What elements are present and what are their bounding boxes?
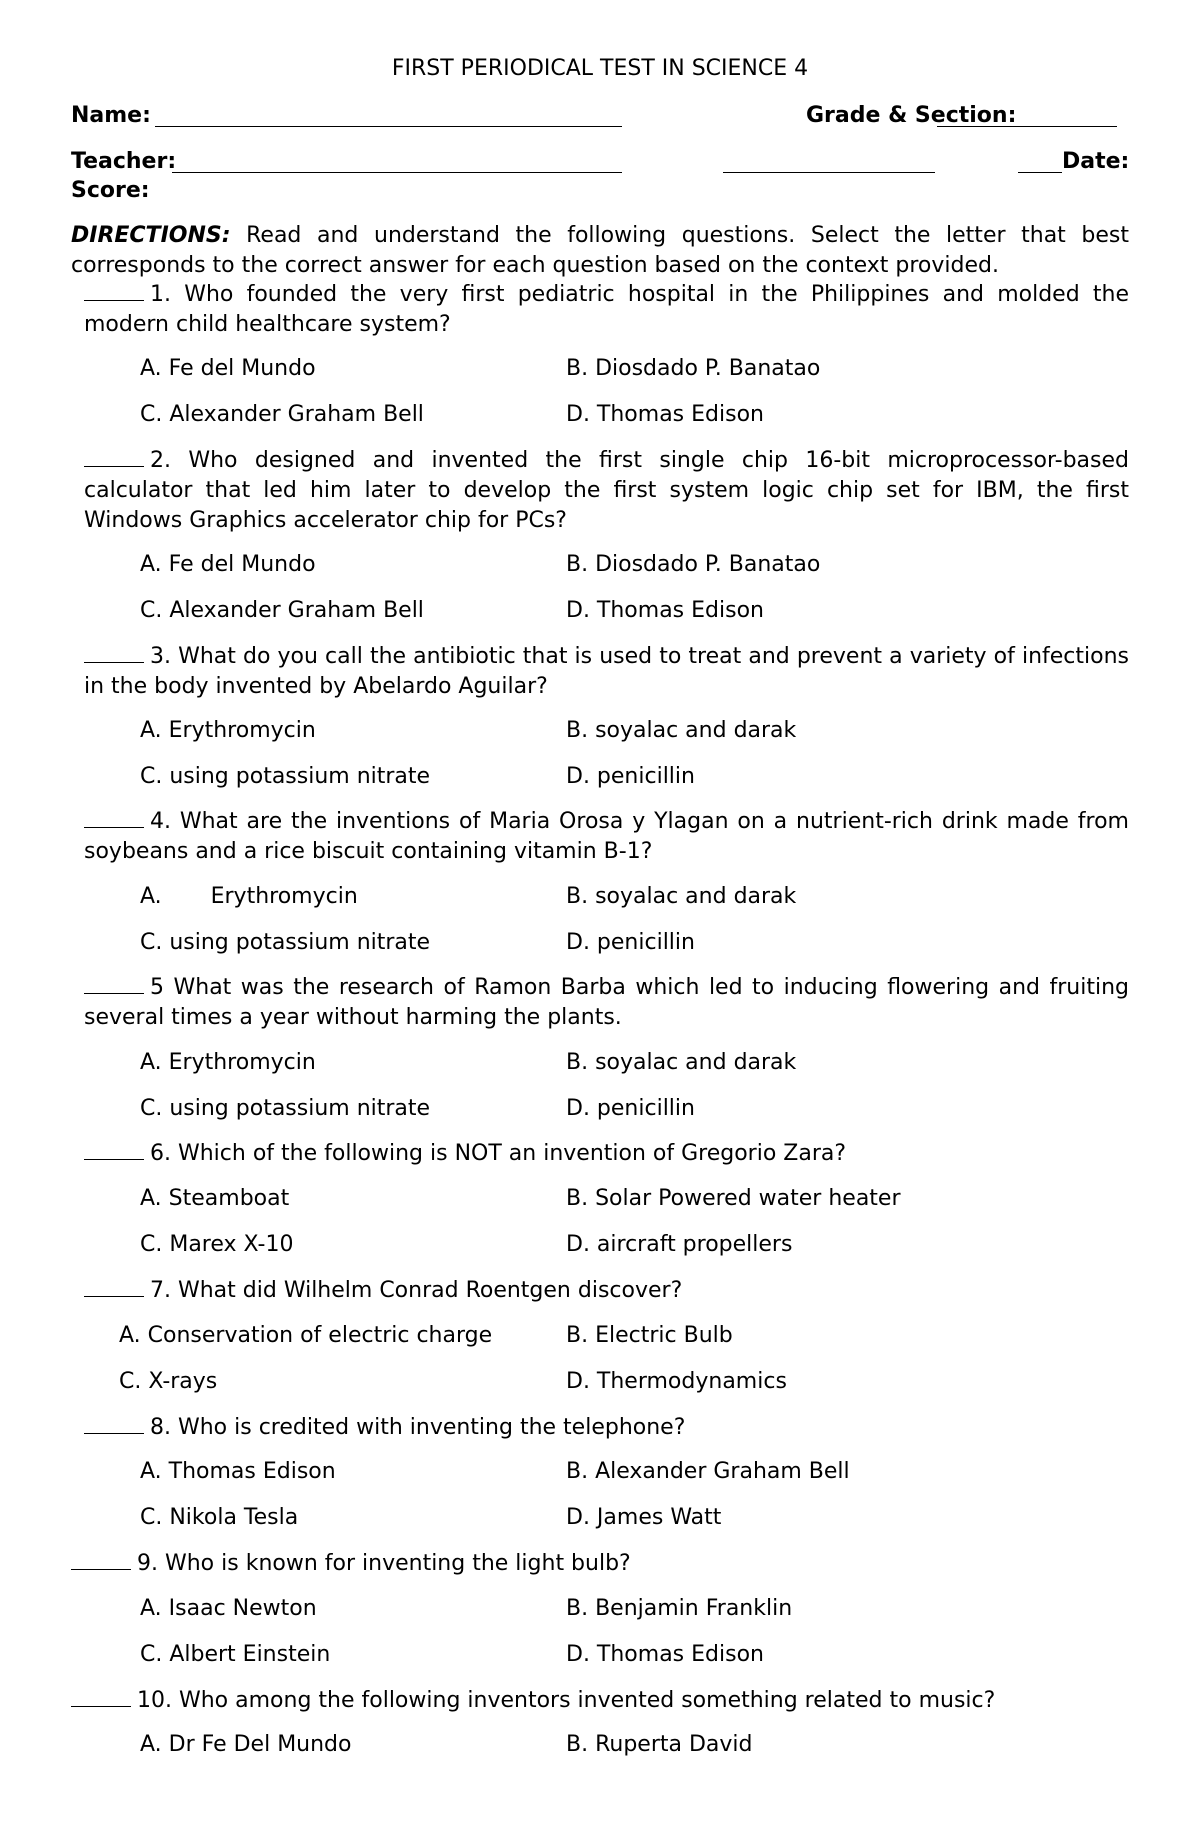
- date-label: Date:: [1062, 149, 1130, 174]
- question-6-text: 6. Which of the following is NOT an invention of Gregorio Zara?: [150, 1141, 847, 1166]
- answer-blank-3[interactable]: [84, 662, 144, 663]
- answer-blank-5[interactable]: [84, 993, 144, 994]
- q1-option-a: A. Fe del Mundo: [140, 356, 316, 381]
- q1-option-c: C. Alexander Graham Bell: [140, 402, 424, 427]
- question-4: [84, 807, 1129, 867]
- question-2-text: 2. Who designed and invented the first single chip 16-bit microprocessor-based calculator that led him later to develop the first system logic chip set for IBM, the first Windows Graphics accelerator chip for PCs?: [84, 448, 1129, 533]
- question-9-text: 9. Who is known for inventing the light bulb?: [137, 1551, 631, 1576]
- question-9: [71, 1549, 1129, 1579]
- page-title: FIRST PERIODICAL TEST IN SCIENCE 4: [391, 56, 809, 81]
- question-10: [71, 1686, 1129, 1716]
- q9-option-d: D. Thomas Edison: [566, 1642, 764, 1667]
- grade-section-label: Grade & Section:: [806, 103, 1017, 128]
- q4-option-d: D. penicillin: [566, 930, 695, 955]
- question-5: [84, 973, 1129, 1033]
- name-field-line[interactable]: [155, 126, 622, 127]
- answer-blank-8[interactable]: [84, 1433, 144, 1434]
- answer-blank-7[interactable]: [84, 1296, 144, 1297]
- question-6: [84, 1139, 1129, 1169]
- q5-option-b: B. soyalac and darak: [566, 1050, 797, 1075]
- q8-option-c: C. Nikola Tesla: [140, 1505, 299, 1530]
- q9-option-a: A. Isaac Newton: [140, 1596, 317, 1621]
- question-4-text: 4. What are the inventions of Maria Orosa y Ylagan on a nutrient-rich drink made from soybeans and a rice biscuit containing vitamin B-1?: [84, 809, 1129, 864]
- q3-option-b: B. soyalac and darak: [566, 718, 797, 743]
- q3-option-c: C. using potassium nitrate: [140, 764, 431, 789]
- q4-option-a: A. Erythromycin: [140, 884, 358, 909]
- teacher-field-line[interactable]: [172, 172, 622, 173]
- q5-option-a: A. Erythromycin: [140, 1050, 316, 1075]
- q2-option-a: A. Fe del Mundo: [140, 552, 316, 577]
- question-5-text: 5 What was the research of Ramon Barba which led to inducing flowering and fruiting several times a year without harming the plants.: [84, 975, 1129, 1030]
- q8-option-b: B. Alexander Graham Bell: [566, 1459, 850, 1484]
- directions-label: DIRECTIONS:: [71, 223, 231, 248]
- answer-blank-1[interactable]: [84, 300, 144, 301]
- question-3-text: 3. What do you call the antibiotic that is used to treat and prevent a variety of infections in the body invented by Abelardo Aguilar?: [84, 644, 1129, 699]
- q7-option-c: C. X-rays: [119, 1369, 218, 1394]
- answer-blank-10[interactable]: [71, 1706, 131, 1707]
- answer-blank-4[interactable]: [84, 827, 144, 828]
- question-1: [84, 280, 1129, 340]
- q8-option-a: A. Thomas Edison: [140, 1459, 336, 1484]
- name-label: Name:: [71, 103, 151, 128]
- question-3: [84, 642, 1129, 702]
- q1-option-d: D. Thomas Edison: [566, 402, 764, 427]
- question-1-text: 1. Who founded the very first pediatric hospital in the Philippines and molded the modern child healthcare system?: [84, 282, 1129, 337]
- question-2: [84, 446, 1129, 536]
- date-field-line[interactable]: [1018, 172, 1062, 173]
- q8-option-d: D. James Watt: [566, 1505, 722, 1530]
- q4-option-b: B. soyalac and darak: [566, 884, 797, 909]
- teacher-label: Teacher:: [71, 149, 177, 174]
- q6-option-d: D. aircraft propellers: [566, 1232, 793, 1257]
- score-label: Score:: [71, 178, 150, 203]
- q9-option-c: C. Albert Einstein: [140, 1642, 331, 1667]
- question-8: [84, 1413, 1129, 1443]
- q3-option-d: D. penicillin: [566, 764, 695, 789]
- q2-option-c: C. Alexander Graham Bell: [140, 598, 424, 623]
- grade-section-field-line[interactable]: [937, 126, 1117, 127]
- answer-blank-9[interactable]: [71, 1569, 131, 1570]
- q2-option-d: D. Thomas Edison: [566, 598, 764, 623]
- q5-option-d: D. penicillin: [566, 1096, 695, 1121]
- q7-option-a: A. Conservation of electric charge: [119, 1323, 493, 1348]
- q6-option-b: B. Solar Powered water heater: [566, 1186, 901, 1211]
- question-7-text: 7. What did Wilhelm Conrad Roentgen discover?: [150, 1278, 683, 1303]
- q5-option-c: C. using potassium nitrate: [140, 1096, 431, 1121]
- q10-option-a: A. Dr Fe Del Mundo: [140, 1732, 352, 1757]
- answer-blank-2[interactable]: [84, 466, 144, 467]
- q1-option-b: B. Diosdado P. Banatao: [566, 356, 821, 381]
- q2-option-b: B. Diosdado P. Banatao: [566, 552, 821, 577]
- directions-text: Read and understand the following questions. Select the letter that best corresponds to the correct answer for each question based on the context provided.: [71, 223, 1129, 278]
- q7-option-b: B. Electric Bulb: [566, 1323, 733, 1348]
- question-8-text: 8. Who is credited with inventing the telephone?: [150, 1415, 686, 1440]
- q4-option-c: C. using potassium nitrate: [140, 930, 431, 955]
- answer-blank-6[interactable]: [84, 1159, 144, 1160]
- q7-option-d: D. Thermodynamics: [566, 1369, 787, 1394]
- q9-option-b: B. Benjamin Franklin: [566, 1596, 793, 1621]
- directions: [71, 221, 1129, 281]
- extra-field-line[interactable]: [723, 172, 935, 173]
- q6-option-c: C. Marex X-10: [140, 1232, 294, 1257]
- q6-option-a: A. Steamboat: [140, 1186, 290, 1211]
- question-7: [84, 1276, 1129, 1306]
- q10-option-b: B. Ruperta David: [566, 1732, 753, 1757]
- question-10-text: 10. Who among the following inventors invented something related to music?: [137, 1688, 996, 1713]
- q3-option-a: A. Erythromycin: [140, 718, 316, 743]
